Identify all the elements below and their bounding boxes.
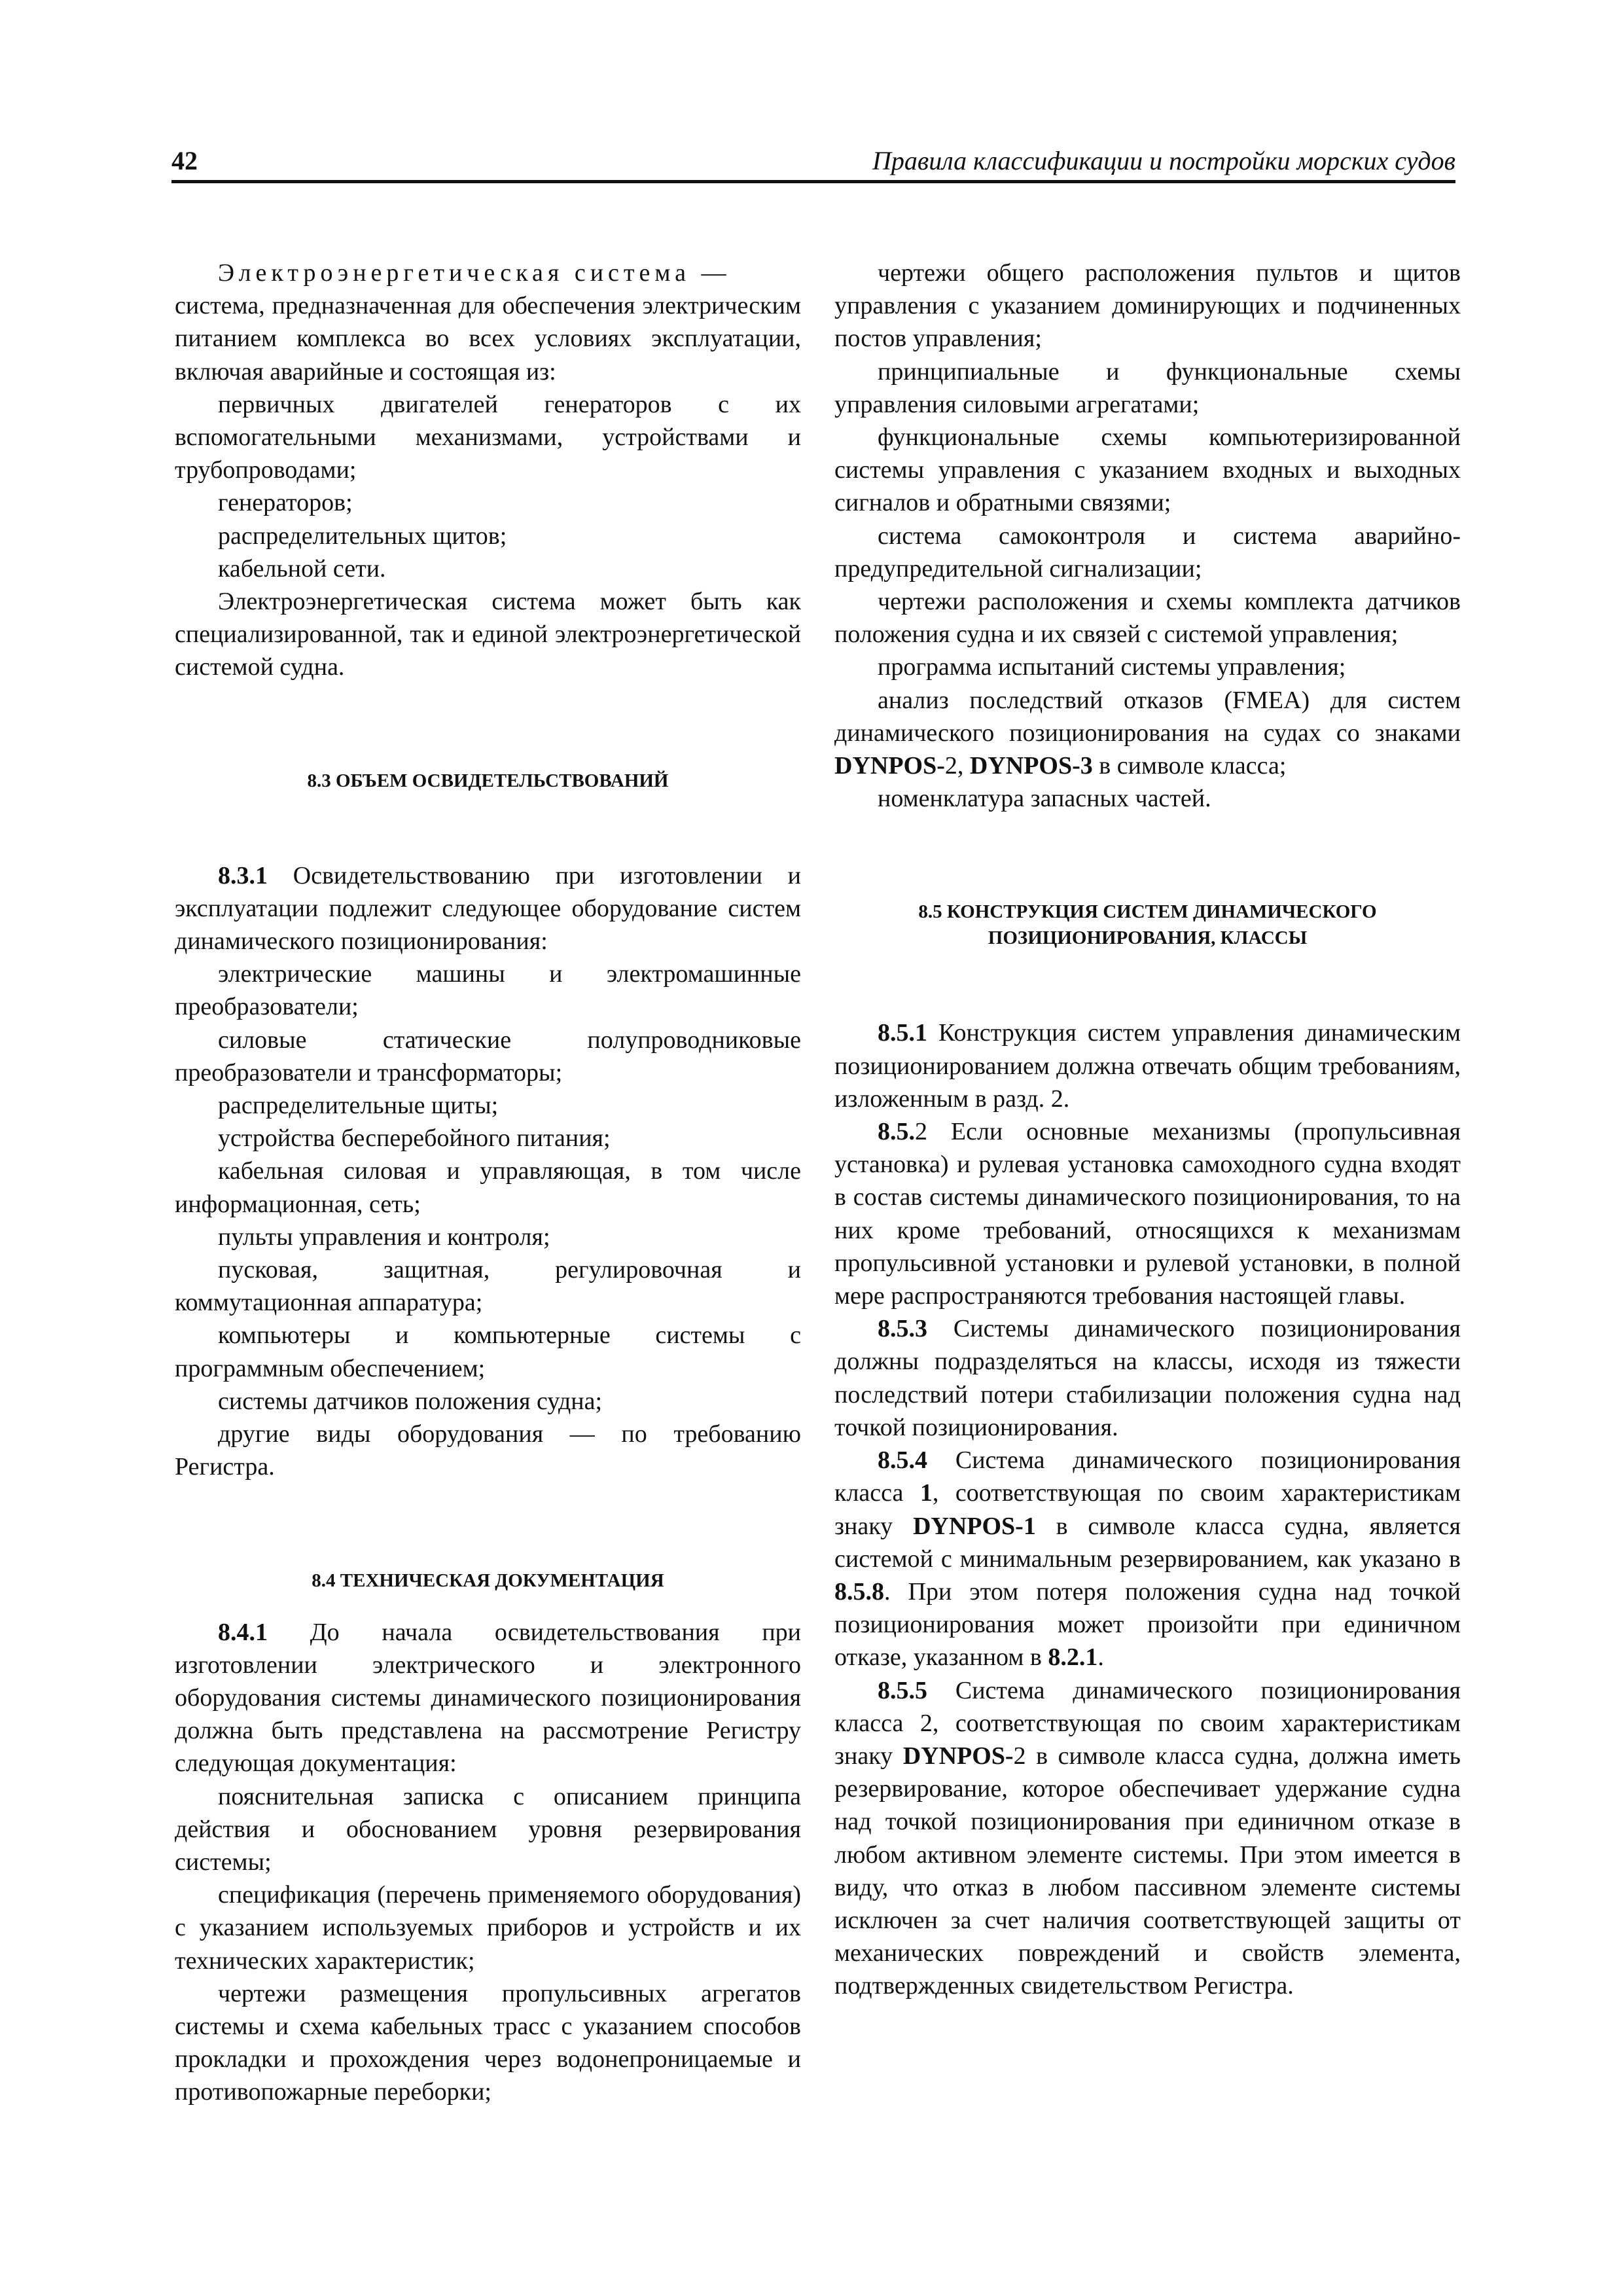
clause-number: 8.5.3 — [878, 1315, 927, 1343]
definition-term: Электроэнергетическая система — — [218, 259, 731, 287]
clause-number: 8.5.1 — [878, 1019, 927, 1047]
section-heading-8-3: 8.3 ОБЪЕМ ОСВИДЕТЕЛЬСТВОВАНИЙ — [307, 770, 669, 791]
list-item: система самоконтроля и система аварийно-предупредительной сигнализации; — [834, 522, 1461, 583]
list-item: чертежи размещения пропульсивных агрегатов системы и схема кабельных трасс с указанием способов прокладки и прохождения через водонепроницаемые и противопожарные переборки; — [175, 1979, 801, 2106]
list-item: функциональные схемы компьютеризированной системы управления с указанием входных и выходных сигналов и обратными связями; — [834, 423, 1461, 517]
clause-8-5-4: 8.5.4 Система динамического позиционирования класса 1, соответствующая по своим характеристикам знаку DYNPOS-1 в символе класса судна, является системой с минимальным резервированием, как указано в 8.5.8. При этом потеря положения судна над точкой позиционирования может произойти при единичном отказе, указанном в 8.2.1. — [834, 1446, 1461, 1672]
clause-number: 8.5. — [878, 1118, 915, 1146]
clause-number: 8.3.1 — [218, 861, 268, 889]
list-item: принципиальные и функциональные схемы управления силовыми агрегатами; — [834, 357, 1461, 418]
list-item: кабельной сети. — [218, 554, 386, 583]
list-item: чертежи расположения и схемы комплекта датчиков положения судна и их связей с системой управления; — [834, 588, 1461, 649]
page-header — [171, 134, 1455, 183]
clause-8-5-1: 8.5.1 Конструкция систем управления динамическим позиционированием должна отвечать общим требованиям, изложенным в разд. 2. — [834, 1019, 1461, 1113]
list-item: программа испытаний системы управления; — [878, 653, 1346, 681]
clause-number: 8.5.5 — [878, 1676, 927, 1704]
list-item: пульты управления и контроля; — [218, 1223, 550, 1251]
list-item: пояснительная записка с описанием принципа действия и обоснованием уровня резервирования системы; — [175, 1782, 801, 1876]
clause-8-5-2: 8.5.2 Если основные механизмы (пропульсивная установка) и рулевая установка самоходного судна входят в состав системы динамического позиционирования, то на них кроме требований, относящихся к механизмам пропульсивной установки и рулевой установки, в полной мере распространяются требования настоящей главы. — [834, 1118, 1461, 1310]
paragraph: Электроэнергетическая система может быть как специализированной, так и единой электроэнергетической системой судна. — [175, 588, 801, 681]
definition-text: система, предназначенная для обеспечения электрическим питанием комплекса во всех условиях эксплуатации, включая аварийные и состоящая из: — [175, 292, 801, 386]
list-item-fmea: анализ последствий отказов (FMEA) для систем динамического позиционирования на судах со знаками DYNPOS-2, DYNPOS-3 в символе класса; — [834, 686, 1461, 780]
list-item: пусковая, защитная, регулировочная и коммутационная аппаратура; — [175, 1256, 801, 1317]
list-item: чертежи общего расположения пультов и щитов управления с указанием доминирующих и подчиненных постов управления; — [834, 259, 1461, 353]
list-item: номенклатура запасных частей. — [878, 785, 1211, 813]
clause-number: 8.4.1 — [218, 1618, 268, 1646]
running-title: Правила классификации и постройки морских судов — [872, 146, 1455, 175]
list-item: электрические машины и электромашинные преобразователи; — [175, 960, 801, 1021]
list-item: кабельная силовая и управляющая, в том числе информационная, сеть; — [175, 1157, 801, 1218]
list-item: силовые статические полупроводниковые преобразователи и трансформаторы; — [175, 1026, 801, 1086]
list-item: компьютеры и компьютерные системы с программным обеспечением; — [175, 1321, 801, 1382]
list-item: распределительных щитов; — [218, 522, 507, 550]
page-number: 42 — [171, 146, 198, 175]
clause-8-4-1: 8.4.1 До начала освидетельствования при изготовлении электрического и электронного оборудования системы динамического позиционирования должна быть представлена на рассмотрение Регистру следующая документация: — [175, 1618, 801, 1778]
list-item: первичных двигателей генераторов с их вспомогательными механизмами, устройствами и трубопроводами; — [175, 390, 801, 484]
section-heading-8-4: 8.4 ТЕХНИЧЕСКАЯ ДОКУМЕНТАЦИЯ — [312, 1570, 664, 1591]
list-item: генераторов; — [218, 489, 353, 517]
left-column — [175, 257, 801, 2109]
clause-8-3-1: 8.3.1 Освидетельствованию при изготовлении и эксплуатации подлежит следующее оборудование систем динамического позиционирования: — [175, 861, 801, 956]
list-item: распределительные щиты; — [218, 1092, 499, 1120]
list-item: устройства бесперебойного питания; — [218, 1124, 611, 1153]
list-item: спецификация (перечень применяемого оборудования) с указанием используемых приборов и устройств и их технических характеристик; — [175, 1881, 801, 1975]
clause-8-5-3: 8.5.3 Системы динамического позиционирования должны подразделяться на классы, исходя из тяжести последствий потери стабилизации положения судна над точкой позиционирования. — [834, 1315, 1461, 1441]
clause-number: 8.5.4 — [878, 1446, 927, 1475]
list-item: системы датчиков положения судна; — [218, 1387, 603, 1415]
list-item: другие виды оборудования — по требованию Регистра. — [175, 1420, 801, 1481]
clause-8-5-5: 8.5.5 Система динамического позиционирования класса 2, соответствующая по своим характеристикам знаку DYNPOS-2 в символе класса судна, должна иметь резервирование, которое обеспечивает удержание судна над точкой позиционирования при единичном отказе в любом активном элементе системы. При этом имеется в виду, что отказ в любом пассивном элементе системы исключен за счет наличия соответствующей защиты от механических повреждений и свойств элемента, подтвержденных свидетельством Регистра. — [834, 1676, 1461, 2000]
right-column — [834, 257, 1461, 2003]
section-heading-8-5: 8.5 КОНСТРУКЦИЯ СИСТЕМ ДИНАМИЧЕСКОГО ПОЗИЦИОНИРОВАНИЯ, КЛАССЫ — [918, 901, 1377, 949]
